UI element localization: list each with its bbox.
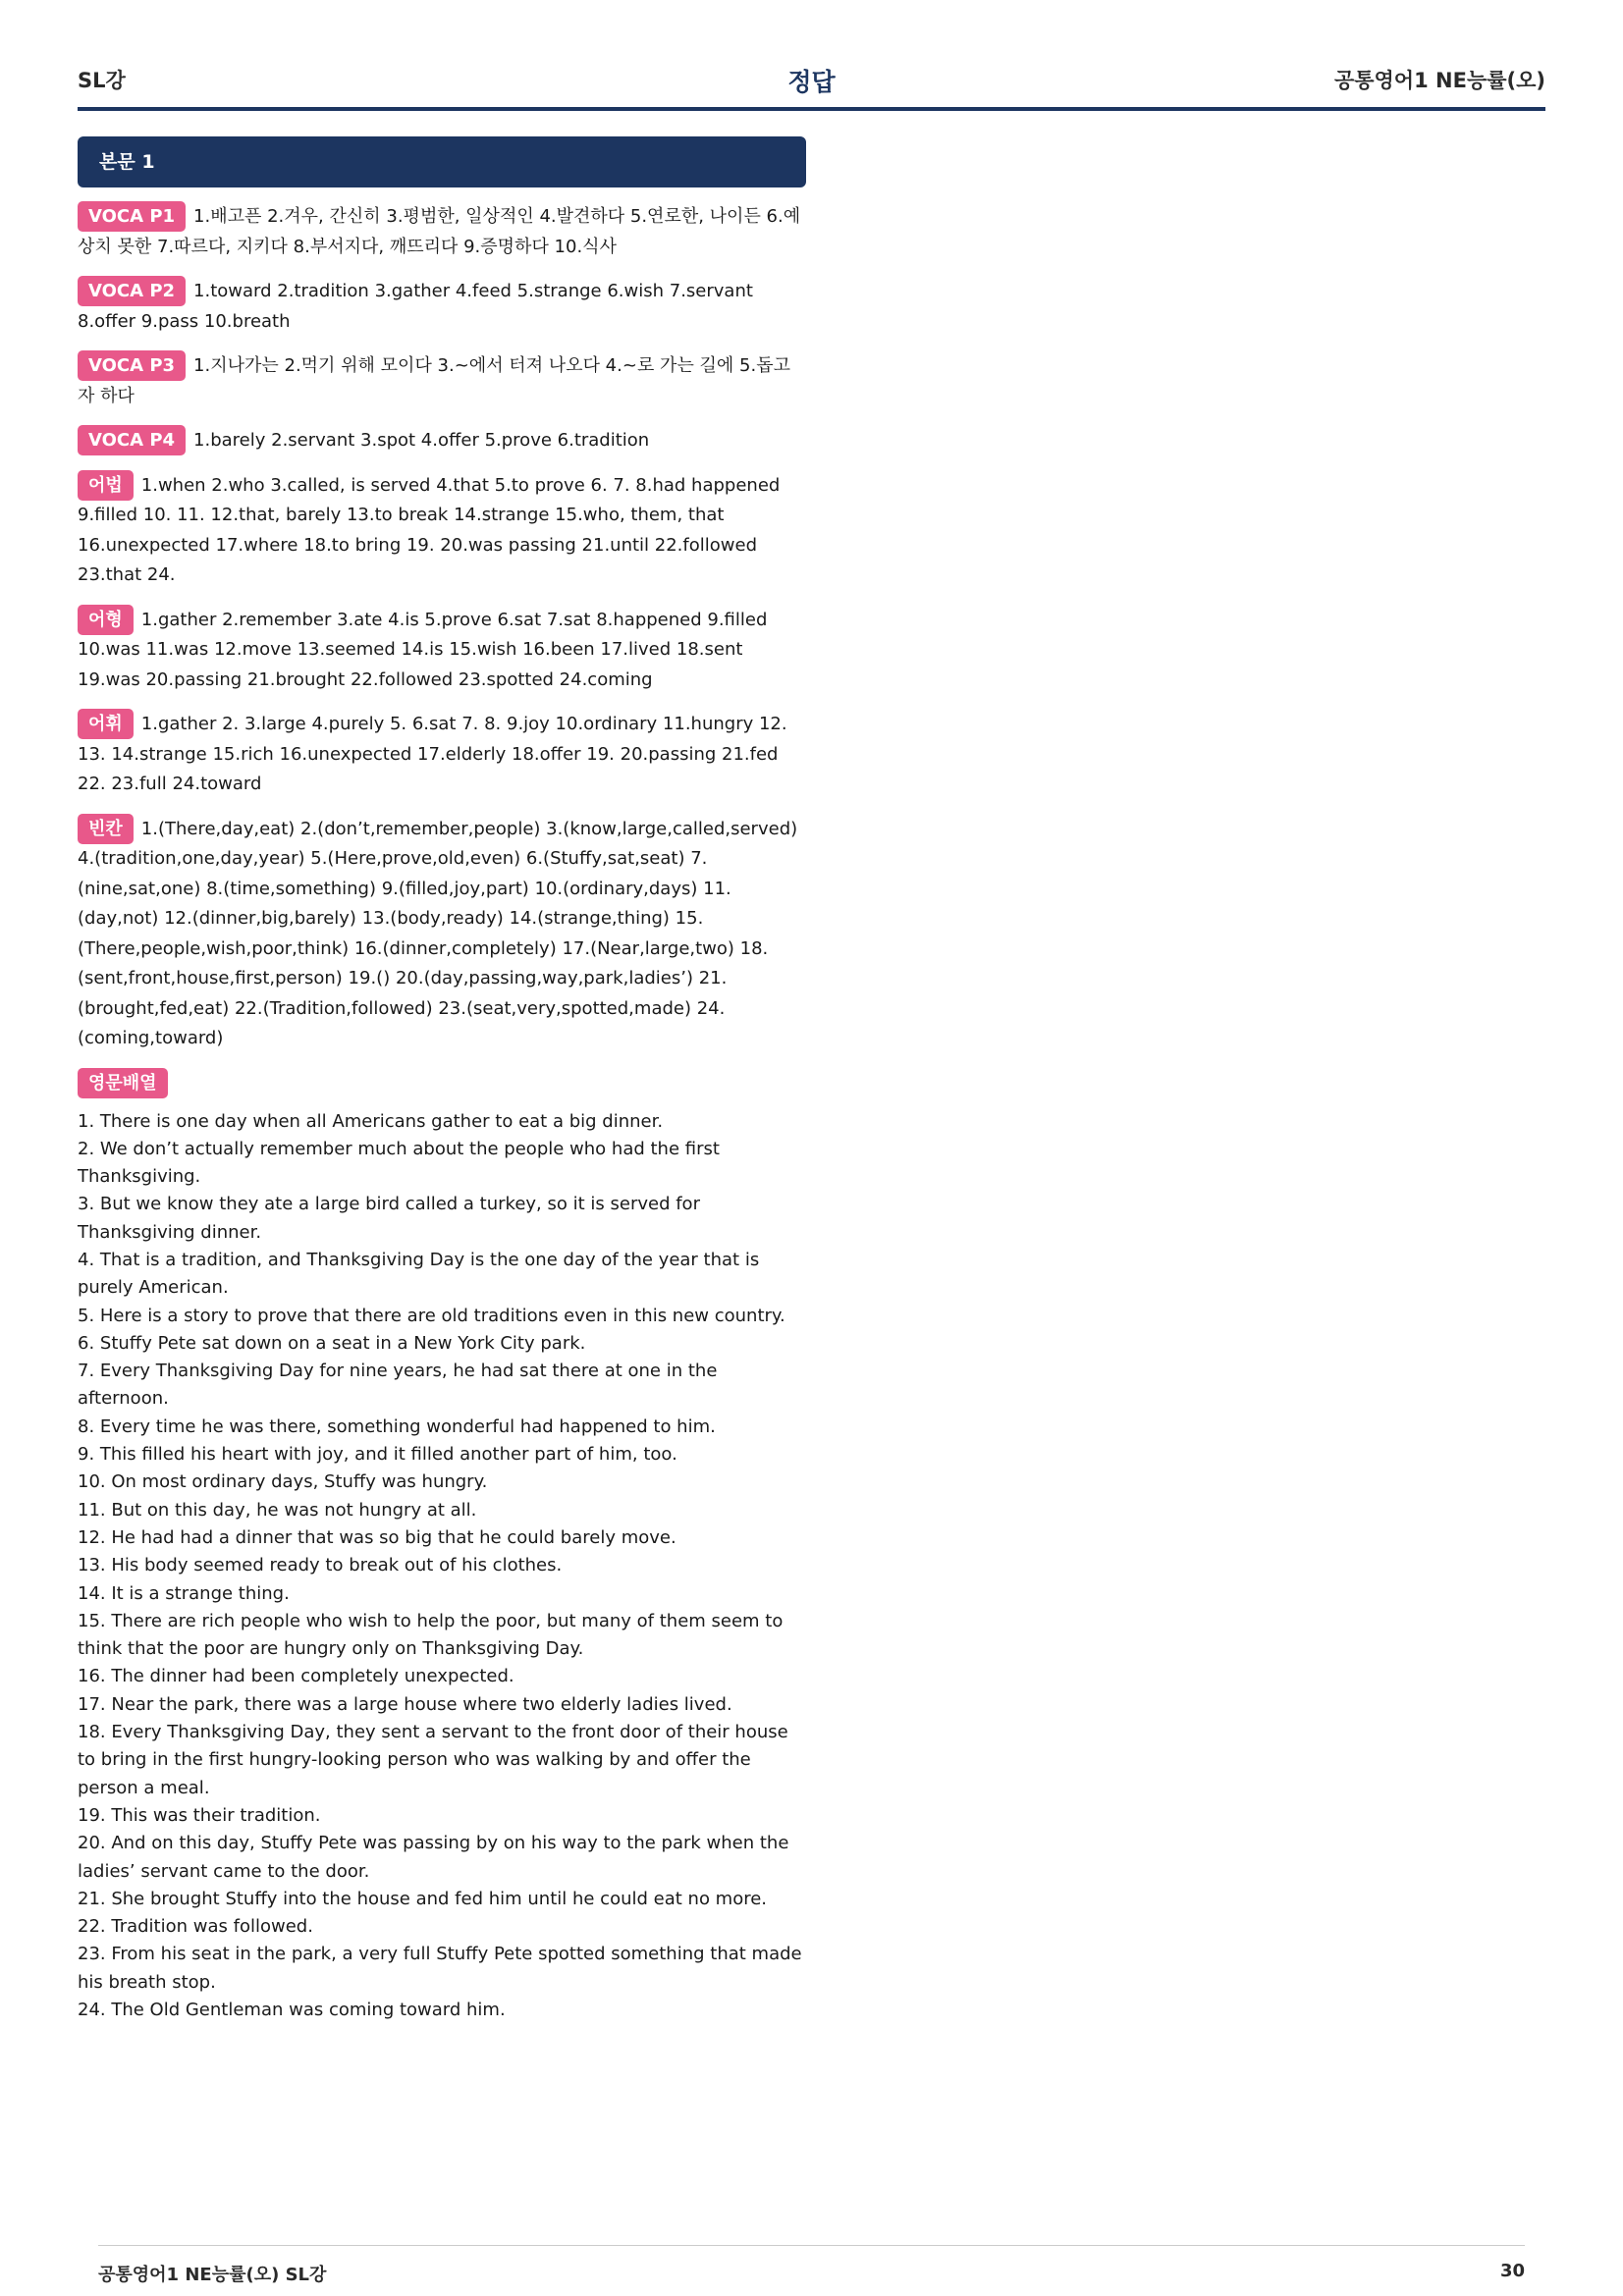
answer-text: 1.지나가는 2.먹기 위해 모이다 3.~에서 터져 나오다 4.~로 가는 길에 5.돕고자 하다 — [78, 355, 790, 406]
arrangement-sentence: 17. Near the park, there was a large house where two elderly ladies lived. — [78, 1693, 732, 1715]
answer-tag: 어법 — [78, 470, 134, 501]
answer-text: 1.when 2.who 3.called, is served 4.that 5.to prove 6. 7. 8.had happened 9.filled 10. 11. 12.that, barely 13.to break 14.strange 15.who, them, that 16.unexpected 17.where 18.to bring 19. 20.was passing 21.until 22.followed 23.that 24. — [78, 474, 781, 585]
arrangement-sentence: 16. The dinner had been completely unexpected. — [78, 1666, 514, 1687]
answer-content — [78, 136, 806, 2024]
answer-tag: 영문배열 — [78, 1068, 168, 1098]
answer-block-voca-p1 — [78, 201, 806, 262]
arrangement-sentence: 12. He had had a dinner that was so big that he could barely move. — [78, 1526, 676, 1548]
arrangement-sentence: 9. This filled his heart with joy, and it filled another part of him, too. — [78, 1444, 677, 1466]
answer-tag: 빈칸 — [78, 814, 134, 844]
answer-tag: VOCA P1 — [78, 201, 186, 232]
arrangement-sentence: 11. But on this day, he was not hungry at all. — [78, 1499, 477, 1521]
page-number: 30 — [1499, 2261, 1525, 2281]
answer-text: 1.barely 2.servant 3.spot 4.offer 5.prove 6.tradition — [193, 430, 650, 451]
answer-text: 1.배고픈 2.겨우, 간신히 3.평범한, 일상적인 4.발견하다 5.연로한, 나이든 6.예상치 못한 7.따르다, 지키다 8.부서지다, 깨뜨리다 9.증명하다 10.식사 — [78, 206, 801, 257]
arrangement-sentence: 5. Here is a story to prove that there are old traditions even in this new country. — [78, 1305, 785, 1326]
section-title-bar — [78, 136, 806, 187]
footer-textbook-label: 공통영어1 NE능률(오) SL강 — [98, 2265, 327, 2285]
answer-text: 1.(There,day,eat) 2.(don’t,remember,people) 3.(know,large,called,served) 4.(tradition,one,day,year) 5.(Here,prove,old,even) 6.(Stuffy,sat,seat) 7.(nine,sat,one) 8.(time,something) 9.(filled,joy,part) 10.(ordinary,days) 11.(day,not) 12.(dinner,big,barely) 13.(body,ready) 14.(strange,thing) 15.(There,people,wish,poor,think) 16.(dinner,completely) 17.(Near,large,two) 18.(sent,front,house,first,person) 19.() 20.(day,passing,way,park,ladies’) 21.(brought,fed,eat) 22.(Tradition,followed) 23.(seat,very,spotted,made) 24.(coming,toward) — [78, 818, 798, 1048]
section-title: 본문 1 — [99, 151, 155, 173]
arrangement-sentence: 1. There is one day when all Americans gather to eat a big dinner. — [78, 1110, 664, 1132]
answer-tag: 어휘 — [78, 709, 134, 739]
arrangement-sentence: 14. It is a strange thing. — [78, 1582, 290, 1604]
answer-block-voca-p2 — [78, 276, 806, 337]
arrangement-sentence: 15. There are rich people who wish to help the poor, but many of them seem to think that the poor are hungry only on Thanksgiving Day. — [78, 1610, 784, 1660]
answer-tag: 어형 — [78, 605, 134, 635]
arrangement-header — [78, 1068, 806, 1098]
arrangement-sentence: 6. Stuffy Pete sat down on a seat in a New York City park. — [78, 1332, 586, 1354]
answer-block-word-form — [78, 605, 806, 696]
footer-divider — [98, 2245, 1525, 2246]
arrangement-sentence-list — [78, 1108, 806, 2025]
arrangement-sentence: 4. That is a tradition, and Thanksgiving Day is the one day of the year that is purely American. — [78, 1249, 760, 1299]
header-lecture-label: SL강 — [78, 69, 126, 92]
header-title: 정답 — [787, 68, 836, 96]
answer-tag: VOCA P2 — [78, 276, 186, 306]
arrangement-sentence: 22. Tradition was followed. — [78, 1916, 313, 1938]
answer-block-fill-in — [78, 814, 806, 1054]
arrangement-sentence: 13. His body seemed ready to break out of his clothes. — [78, 1555, 563, 1576]
answer-block-grammar — [78, 470, 806, 591]
header-divider — [78, 107, 1545, 111]
arrangement-sentence: 10. On most ordinary days, Stuffy was hungry. — [78, 1471, 488, 1493]
arrangement-sentence: 8. Every time he was there, something wonderful had happened to him. — [78, 1415, 716, 1437]
answer-block-voca-p3 — [78, 350, 806, 411]
arrangement-sentence: 18. Every Thanksgiving Day, they sent a servant to the front door of their house to bring in the first hungry-looking person who was walking by and offer the person a meal. — [78, 1722, 788, 1798]
arrangement-sentence: 3. But we know they ate a large bird called a turkey, so it is served for Thanksgiving dinner. — [78, 1194, 700, 1243]
arrangement-sentence: 20. And on this day, Stuffy Pete was passing by on his way to the park when the ladies’ servant came to the door. — [78, 1833, 789, 1882]
answer-block-voca-p4 — [78, 425, 806, 456]
page-header — [78, 61, 1545, 110]
arrangement-sentence: 24. The Old Gentleman was coming toward him. — [78, 2000, 506, 2020]
answer-tag: VOCA P4 — [78, 425, 186, 455]
answer-text: 1.gather 2. 3.large 4.purely 5. 6.sat 7. 8. 9.joy 10.ordinary 11.hungry 12. 13. 14.strange 15.rich 16.unexpected 17.elderly 18.offer 19. 20.passing 21.fed 22. 23.full 24.toward — [78, 714, 787, 794]
arrangement-sentence: 23. From his seat in the park, a very full Stuffy Pete spotted something that made his breath stop. — [78, 1944, 802, 1993]
header-textbook-label: 공통영어1 NE능률(오) — [1333, 69, 1545, 92]
answer-text: 1.gather 2.remember 3.ate 4.is 5.prove 6.sat 7.sat 8.happened 9.filled 10.was 11.was 12.move 13.seemed 14.is 15.wish 16.been 17.lived 18.sent 19.was 20.passing 21.brought 22.followed 23.spotted 24.coming — [78, 609, 768, 690]
answer-block-vocabulary — [78, 709, 806, 800]
arrangement-sentence: 7. Every Thanksgiving Day for nine years, he had sat there at one in the afternoon. — [78, 1361, 718, 1410]
arrangement-sentence: 19. This was their tradition. — [78, 1804, 321, 1826]
answer-tag: VOCA P3 — [78, 350, 186, 381]
answer-text: 1.toward 2.tradition 3.gather 4.feed 5.strange 6.wish 7.servant 8.offer 9.pass 10.breath — [78, 281, 753, 332]
arrangement-sentence: 2. We don’t actually remember much about the people who had the first Thanksgiving. — [78, 1138, 720, 1188]
arrangement-sentence: 21. She brought Stuffy into the house and fed him until he could eat no more. — [78, 1888, 768, 1909]
